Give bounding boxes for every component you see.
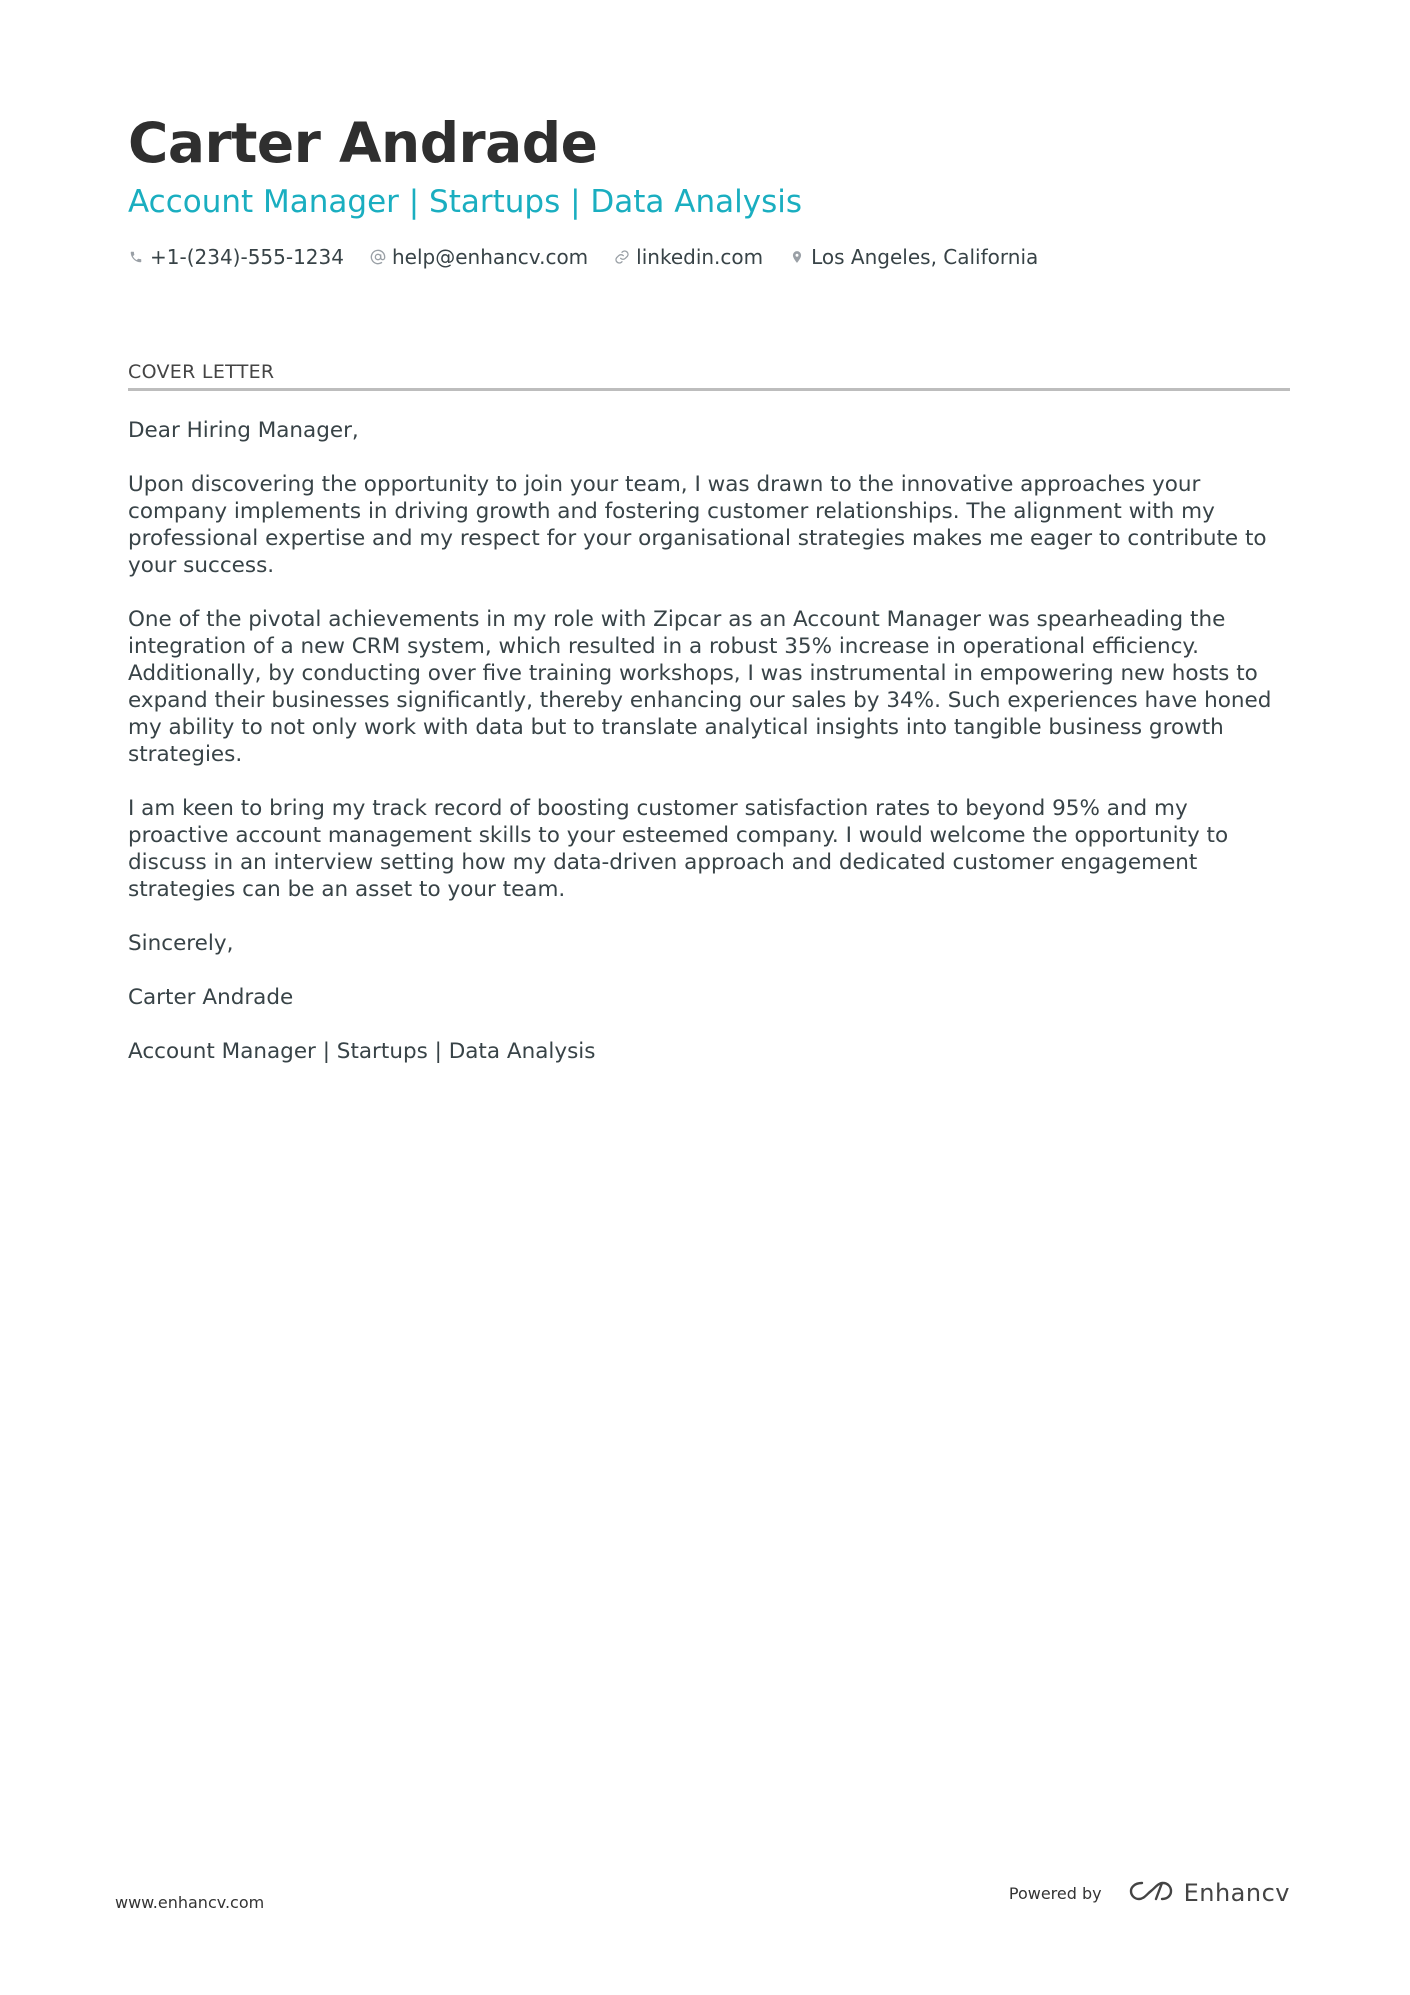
letter-closing: Sincerely,	[128, 931, 234, 956]
header	[128, 108, 1288, 272]
candidate-name: Carter Andrade	[128, 111, 598, 175]
candidate-title: Account Manager | Startups | Data Analysis	[128, 184, 803, 220]
contact-email[interactable]	[370, 245, 588, 269]
footer-website[interactable]: www.enhancv.com	[115, 1893, 265, 1912]
at-icon	[370, 249, 386, 265]
phone-icon	[128, 249, 144, 265]
signature-title: Account Manager | Startups | Data Analysis	[128, 1039, 596, 1064]
letter-paragraph: Upon discovering the opportunity to join your team, I was drawn to the innovative approaches your company implements in driving growth and fostering customer relationships. The alignment with my professional expertise and my respect for your organisational strategies makes me eager to contribute to your success.	[128, 472, 1267, 578]
signature-name: Carter Andrade	[128, 985, 294, 1010]
enhancv-logo[interactable]	[1128, 1879, 1290, 1907]
contact-phone[interactable]	[128, 245, 344, 269]
enhancv-logo-text: Enhancv	[1183, 1879, 1290, 1907]
letter-greeting: Dear Hiring Manager,	[128, 418, 359, 443]
contact-location	[789, 245, 1038, 269]
contact-linkedin[interactable]	[614, 245, 763, 269]
contact-phone-text: +1-(234)-555-1234	[150, 245, 344, 269]
contact-linkedin-text: linkedin.com	[636, 245, 764, 269]
contact-list	[128, 242, 1288, 272]
contact-email-text: help@enhancv.com	[391, 245, 589, 269]
letter-body	[128, 417, 1290, 1065]
link-icon	[614, 249, 630, 265]
contact-location-text: Los Angeles, California	[811, 245, 1039, 269]
powered-by-label: Powered by	[1008, 1883, 1102, 1903]
letter-paragraph: I am keen to bring my track record of boosting customer satisfaction rates to beyond 95% and my proactive account management skills to your esteemed company. I would welcome the opportunity to discuss in an interview setting how my data-driven approach and dedicated customer engagement strategies can be an asset to your team.	[128, 796, 1229, 902]
section-title: COVER LETTER	[128, 361, 275, 383]
footer-branding	[1009, 1879, 1290, 1907]
location-pin-icon	[789, 249, 805, 265]
cover-letter-section	[128, 358, 1290, 1092]
letter-paragraph: One of the pivotal achievements in my role with Zipcar as an Account Manager was spearheading the integration of a new CRM system, which resulted in a robust 35% increase in operational efficiency. Additionally, by conducting over five training workshops, I was instrumental in empowering new hosts to expand their businesses significantly, thereby enhancing our sales by 34%. Such experiences have honed my ability to not only work with data but to translate analytical insights into tangible business growth strategies.	[128, 607, 1272, 767]
section-divider	[128, 388, 1290, 391]
enhancv-logo-icon	[1128, 1879, 1174, 1907]
